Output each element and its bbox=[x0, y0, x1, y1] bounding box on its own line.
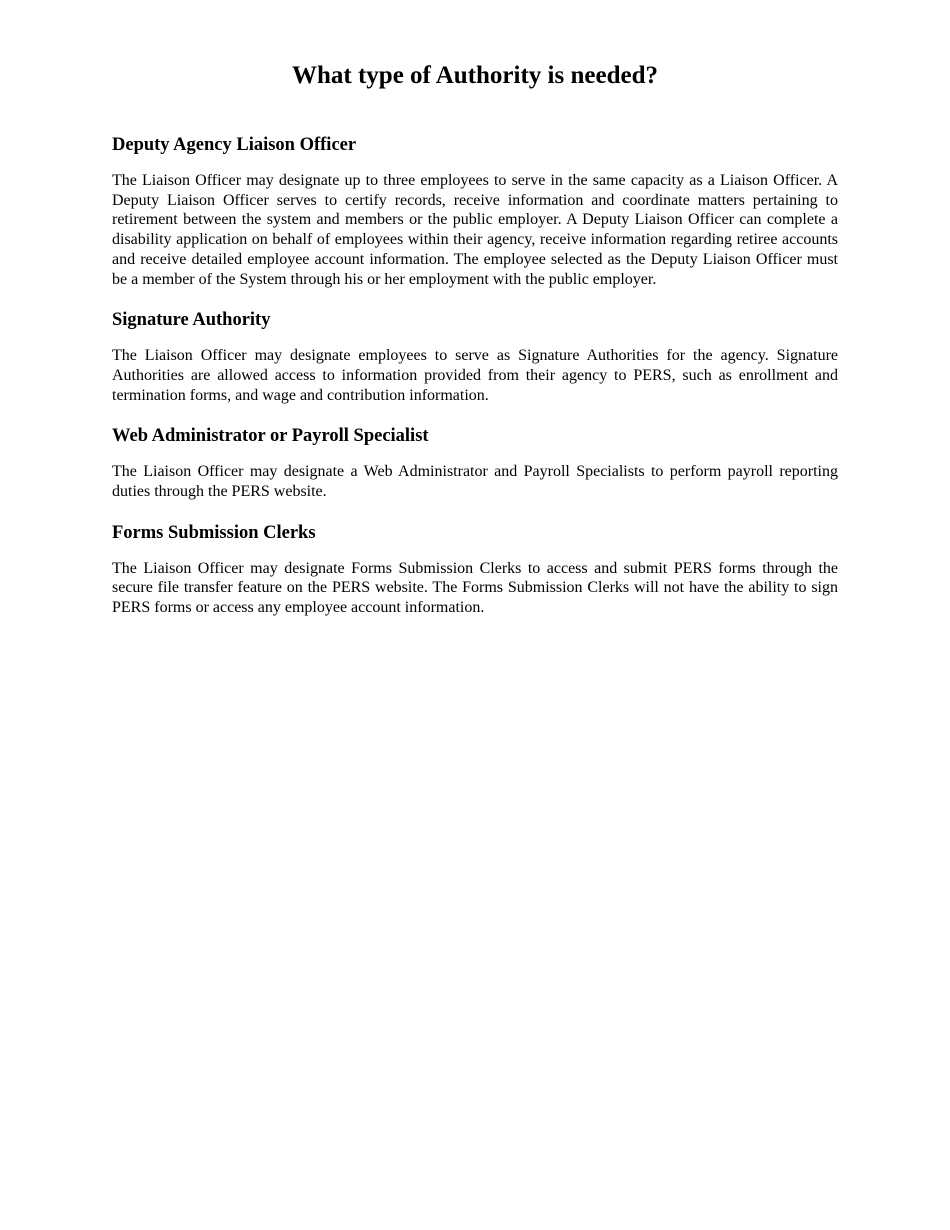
section-body: The Liaison Officer may designate employees to serve as Signature Authorities for the agency. Signature Authorities are allowed access to information provided from their agency to PERS, such as enrollment and termination forms, and wage and contribution information. bbox=[112, 347, 838, 404]
section-forms-submission-clerks bbox=[112, 519, 838, 618]
page-title: What type of Authority is needed? bbox=[292, 62, 658, 89]
section-heading: Signature Authority bbox=[112, 310, 271, 331]
section-body: The Liaison Officer may designate Forms Submission Clerks to access and submit PERS forms through the secure file transfer feature on the PERS website. The Forms Submission Clerks will not have the ability to sign PERS forms or access any employee account information. bbox=[112, 559, 838, 617]
section-web-administrator-payroll-specialist bbox=[112, 422, 838, 501]
section-body: The Liaison Officer may designate up to three employees to serve in the same capacity as a Liaison Officer. A Deputy Liaison Officer serves to certify records, receive information and coordinate matters pertaining to retirement between the system and members or the public employer. A Deputy Liaison Officer can complete a disability application on behalf of employees within their agency, receive information regarding retiree accounts and receive detailed employee account information. The employee selected as the Deputy Liaison Officer must be a member of the System through his or her employment with the public employer. bbox=[112, 172, 838, 288]
section-body: The Liaison Officer may designate a Web Administrator and Payroll Specialists to perform payroll reporting duties through the PERS website. bbox=[112, 463, 838, 501]
section-deputy-agency-liaison-officer bbox=[112, 131, 838, 289]
section-heading: Forms Submission Clerks bbox=[112, 522, 316, 543]
document-content bbox=[112, 131, 838, 618]
section-heading: Web Administrator or Payroll Specialist bbox=[112, 426, 429, 447]
section-signature-authority bbox=[112, 306, 838, 405]
section-heading: Deputy Agency Liaison Officer bbox=[112, 135, 357, 155]
